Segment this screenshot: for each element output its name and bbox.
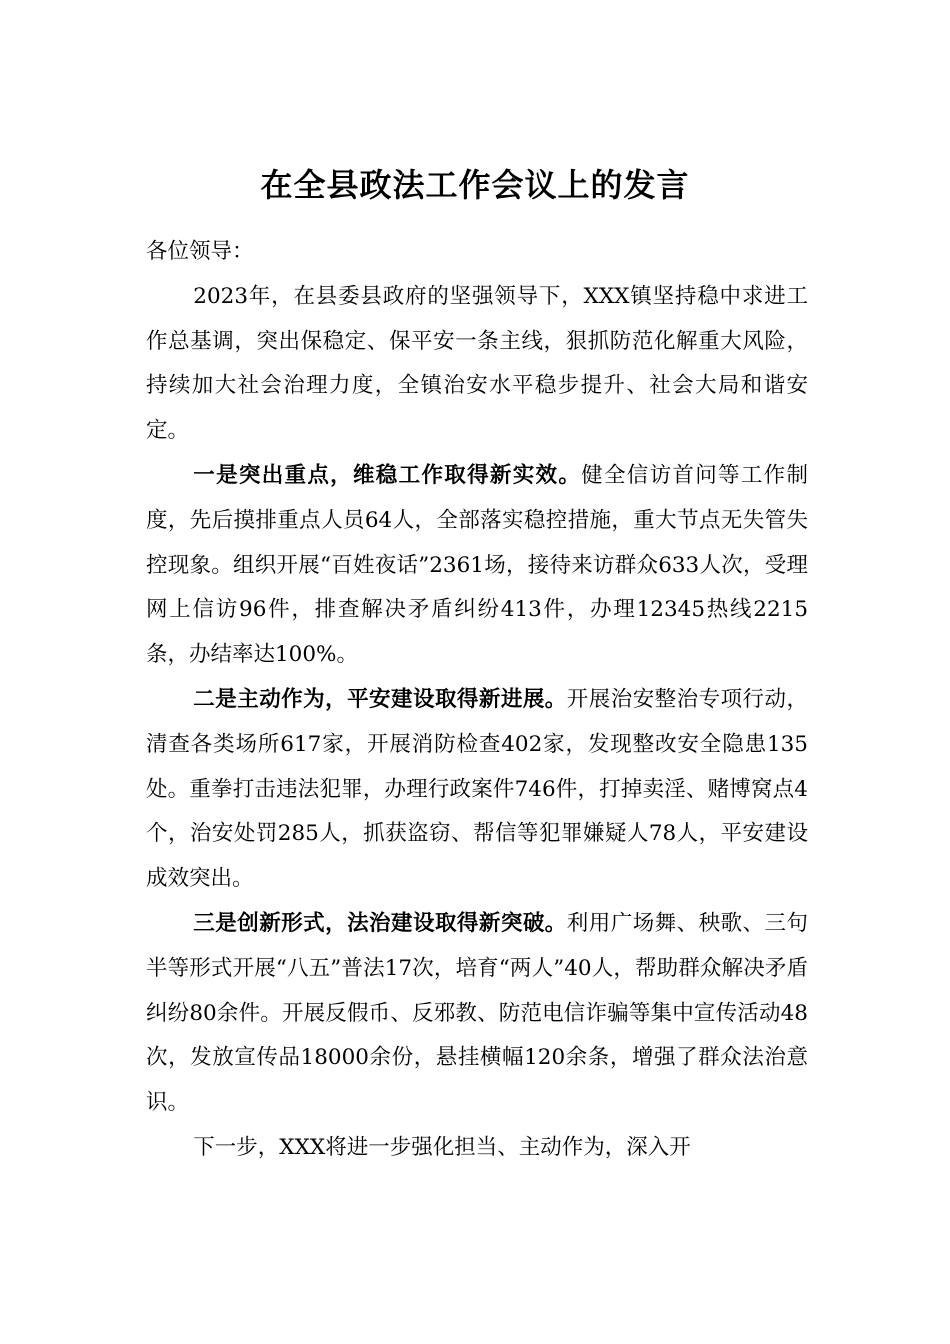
paragraph-text: 下一步，XXX将进一步强化担当、主动作为，深入开 [193, 1134, 691, 1160]
paragraph-safety [146, 678, 808, 902]
document-body [146, 230, 808, 1171]
document-title: 在全县政法工作会议上的发言 [260, 166, 690, 204]
paragraph-rule-of-law [146, 902, 808, 1126]
paragraph-text: 利用广场舞、秧歌、三句半等形式开展“八五”普法17次，培育“两人”40人，帮助群众解决矛盾纠纷80余件。开展反假币、反邪教、防范电信诈骗等集中宣传活动48次，发放宣传品18000余份，悬挂横幅120余条，增强了群众法治意识。 [146, 910, 808, 1116]
paragraph-text: 健全信访首问等工作制度，先后摸排重点人员64人，全部落实稳控措施，重大节点无失管失控现象。组织开展“百姓夜话”2361场，接待来访群众633人次，受理网上信访96件，排查解决矛盾纠纷413件，办理12345热线2215条，办结率达100%。 [146, 462, 808, 668]
paragraph-text: 开展治安整治专项行动，清查各类场所617家，开展消防检查402家，发现整改安全隐患135处。重拳打击违法犯罪，办理行政案件746件，打掉卖淫、赌博窝点4个，治安处罚285人，抓获盗窃、帮信等犯罪嫌疑人78人，平安建设成效突出。 [146, 686, 808, 892]
paragraph-intro [146, 275, 808, 454]
paragraph-stability [146, 454, 808, 678]
paragraph-next-steps [146, 1126, 808, 1171]
paragraph-heading: 三是创新形式，法治建设取得新突破。 [193, 910, 567, 936]
paragraph-heading: 二是主动作为，平安建设取得新进展。 [193, 686, 567, 712]
salutation: 各位领导： [146, 239, 254, 264]
paragraph-text: 2023年，在县委县政府的坚强领导下，XXX镇坚持稳中求进工作总基调，突出保稳定、保平安一条主线，狠抓防范化解重大风险，持续加大社会治理力度，全镇治安水平稳步提升、社会大局和谐安定。 [146, 283, 808, 444]
paragraph-heading: 一是突出重点，维稳工作取得新实效。 [193, 462, 582, 488]
